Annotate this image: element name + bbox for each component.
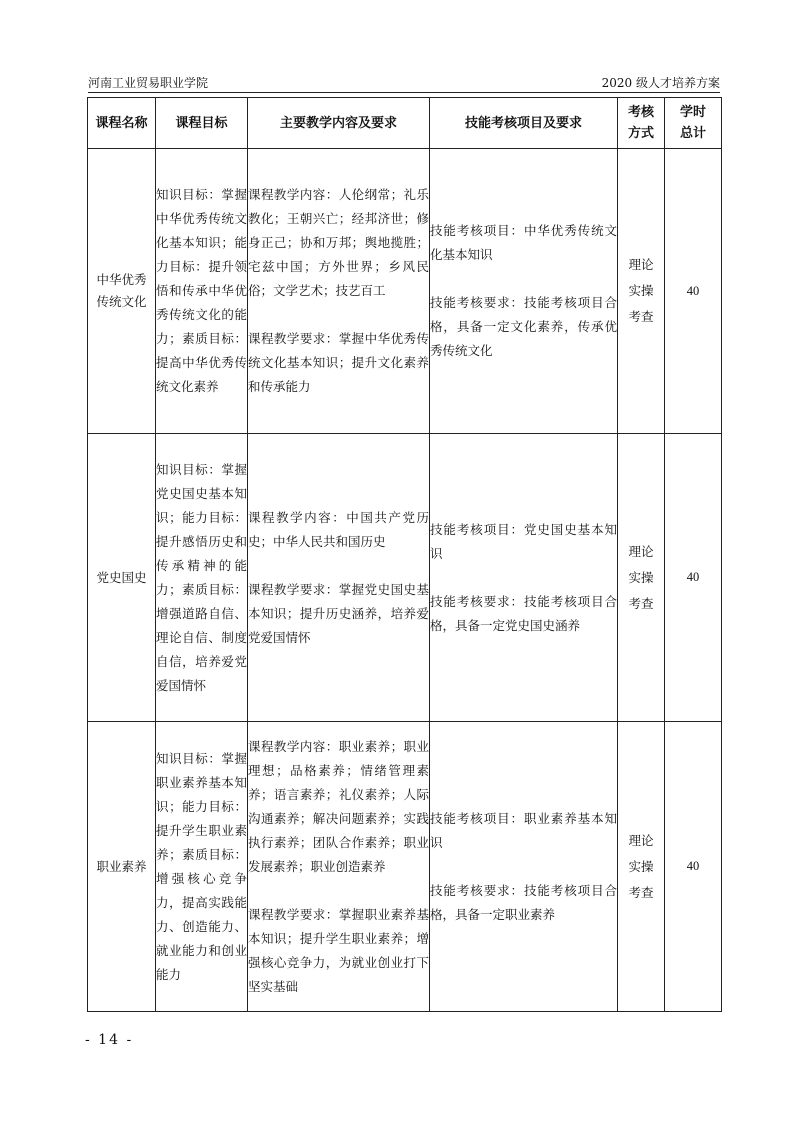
- table-row: [88, 434, 722, 722]
- course-name: [88, 149, 156, 434]
- course-table: [87, 97, 722, 1012]
- col-header-method: [618, 98, 665, 149]
- total-hours: 40: [665, 434, 722, 722]
- content-requirement: 课程教学要求：掌握党史国史基本知识；提升历史涵养，培养爱党爱国情怀: [248, 581, 429, 645]
- table-row: [88, 149, 722, 434]
- table-header-row: [88, 98, 722, 149]
- course-name-line2: 传统文化: [96, 294, 147, 309]
- method-line2: 实操: [628, 858, 654, 874]
- document-title: 2020 级人才培养方案: [601, 76, 720, 90]
- course-content: [248, 722, 430, 1012]
- col-header-content: 主要教学内容及要求: [248, 98, 430, 149]
- content-requirement: 课程教学要求：掌握职业素养基本知识；提升学生职业素养；增强核心竞争力，为就业创业打下坚实基础: [248, 906, 429, 994]
- skill-assessment: [430, 434, 618, 722]
- method-line3: 考查: [628, 595, 654, 611]
- content-text: 课程教学内容：职业素养；职业理想；品格素养；情绪管理素养；语言素养；礼仪素养；人际沟通素养；解决问题素养；实践执行素养；团队合作素养；职业发展素养；职业创造素养: [248, 738, 429, 874]
- method-line1: 理论: [628, 832, 654, 848]
- skill-item: 技能考核项目：职业素养基本知识: [430, 810, 617, 850]
- col-header-name: 课程名称: [88, 98, 156, 149]
- skill-item: 技能考核项目：中华优秀传统文化基本知识: [430, 223, 617, 262]
- course-content: [248, 149, 430, 434]
- course-goal: 知识目标：掌握党史国史基本知识；能力目标：提升感悟历史和传承精神的能力；素质目标：增强道路自信、理论自信、制度自信，培养爱党爱国情怀: [156, 434, 248, 722]
- content-requirement: 课程教学要求：掌握中华优秀传统文化基本知识；提升文化素养和传承能力: [248, 331, 429, 394]
- page-number: - 14 -: [85, 1032, 134, 1048]
- table-row: [88, 722, 722, 1012]
- page-header: [88, 74, 720, 93]
- course-name-line1: 中华优秀: [96, 272, 147, 287]
- total-hours: 40: [665, 722, 722, 1012]
- col-header-hours: [665, 98, 722, 149]
- method-line1: 理论: [628, 543, 654, 559]
- course-name: 党史国史: [88, 434, 156, 722]
- course-goal: 知识目标：掌握中华优秀传统文化基本知识；能力目标：提升领悟和传承中华优秀传统文化的能力；素质目标：提高中华优秀传统文化素养: [156, 149, 248, 434]
- method-line2: 实操: [628, 569, 654, 585]
- course-goal: 知识目标：掌握职业素养基本知识；能力目标：提升学生职业素养；素质目标：增强核心竞争力，提高实践能力、创造能力、就业能力和创业能力: [156, 722, 248, 1012]
- col-header-hours-line2: 总计: [679, 126, 706, 141]
- col-header-method-line2: 方式: [627, 126, 654, 141]
- method-line1: 理论: [628, 257, 654, 272]
- institution-name: 河南工业贸易职业学院: [88, 76, 209, 90]
- skill-requirement: 技能考核要求：技能考核项目合格，具备一定党史国史涵养: [430, 593, 617, 633]
- total-hours: 40: [665, 149, 722, 434]
- skill-assessment: [430, 149, 618, 434]
- content-text: 课程教学内容：中国共产党历史；中华人民共和国历史: [248, 509, 429, 549]
- skill-requirement: 技能考核要求：技能考核项目合格，具备一定职业素养: [430, 882, 617, 922]
- method-line3: 考查: [628, 309, 654, 324]
- method-line3: 考查: [628, 884, 654, 900]
- col-header-method-line1: 考核: [627, 105, 654, 120]
- col-header-skill: 技能考核项目及要求: [430, 98, 618, 149]
- method-line2: 实操: [628, 283, 654, 298]
- assessment-method: [618, 149, 665, 434]
- col-header-goal: 课程目标: [156, 98, 248, 149]
- content-text: 课程教学内容：人伦纲常；礼乐教化；王朝兴亡；经邦济世；修身正己；协和万邦；舆地揽胜；宅兹中国；方外世界；乡风民俗；文学艺术；技艺百工: [248, 187, 429, 298]
- course-name: 职业素养: [88, 722, 156, 1012]
- assessment-method: [618, 434, 665, 722]
- skill-assessment: [430, 722, 618, 1012]
- course-content: [248, 434, 430, 722]
- skill-requirement: 技能考核要求：技能考核项目合格，具备一定文化素养，传承优秀传统文化: [430, 295, 617, 358]
- skill-item: 技能考核项目：党史国史基本知识: [430, 521, 617, 561]
- col-header-hours-line1: 学时: [679, 105, 706, 120]
- assessment-method: [618, 722, 665, 1012]
